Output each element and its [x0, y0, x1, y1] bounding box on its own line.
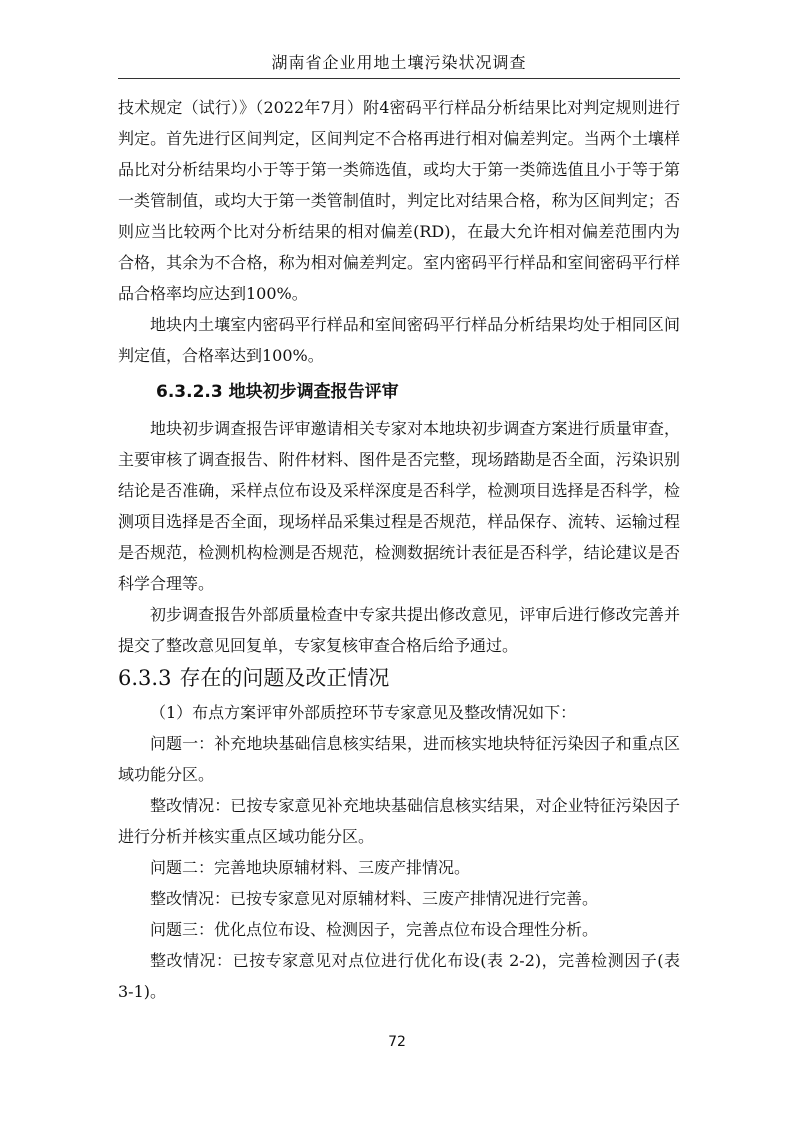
paragraph: 地块内土壤室内密码平行样品和室间密码平行样品分析结果均处于相同区间判定值，合格率达到100%。 — [118, 315, 680, 365]
paragraph: 整改情况：已按专家意见对点位进行优化布设(表 2-2)，完善检测因子(表 3-1)。 — [118, 951, 680, 1001]
paragraph: 技术规定（试行）》（2022年7月）附4密码平行样品分析结果比对判定规则进行判定。首先进行区间判定，区间判定不合格再进行相对偏差判定。当两个土壤样品比对分析结果均小于等于第一类筛选值，或均大于第一类筛选值且小于等于第一类管制值，或均大于第一类管制值时，判定比对结果合格，称为区间判定；否则应当比较两个比对分析结果的相对偏差(RD)，在最大允许相对偏差范围内为合格，其余为不合格，称为相对偏差判定。室内密码平行样品和室间密码平行样品合格率均应达到100%。 — [118, 98, 680, 303]
paragraph: 问题二：完善地块原辅材料、三废产排情况。 — [150, 858, 471, 877]
section-title: 存在的问题及改正情况 — [179, 666, 390, 690]
document-body — [118, 92, 680, 1007]
paragraph: 问题三：优化点位布设、检测因子，完善点位布设合理性分析。 — [150, 920, 599, 939]
section-heading-6-3-3 — [118, 661, 680, 695]
page-number: 72 — [388, 1034, 406, 1050]
page-header: 湖南省企业用地土壤污染状况调查 — [118, 50, 680, 79]
section-number: 6.3.3 — [118, 666, 172, 690]
paragraph: 整改情况：已按专家意见对原辅材料、三废产排情况进行完善。 — [150, 889, 599, 908]
paragraph: 地块初步调查报告评审邀请相关专家对本地块初步调查方案进行质量审查，主要审核了调查报告、附件材料、图件是否完整，现场踏勘是否全面，污染识别结论是否准确，采样点位布设及采样深度是否科学，检测项目选择是否科学，检测项目选择是否全面，现场样品采集过程是否规范，样品保存、流转、运输过程是否规范，检测机构检测是否规范，检测数据统计表征是否科学，结论建议是否科学合理等。 — [118, 419, 680, 593]
paragraph: 初步调查报告外部质量检查中专家共提出修改意见，评审后进行修改完善并提交了整改意见回复单，专家复核审查合格后给予通过。 — [118, 605, 680, 655]
paragraph: 问题一：补充地块基础信息核实结果，进而核实地块特征污染因子和重点区域功能分区。 — [118, 734, 680, 784]
paragraph: （1）布点方案评审外部质控环节专家意见及整改情况如下： — [150, 703, 577, 722]
paragraph: 整改情况：已按专家意见补充地块基础信息核实结果，对企业特征污染因子进行分析并核实重点区域功能分区。 — [118, 796, 680, 846]
section-heading-6-3-2-3: 6.3.2.3 地块初步调查报告评审 — [156, 382, 399, 402]
